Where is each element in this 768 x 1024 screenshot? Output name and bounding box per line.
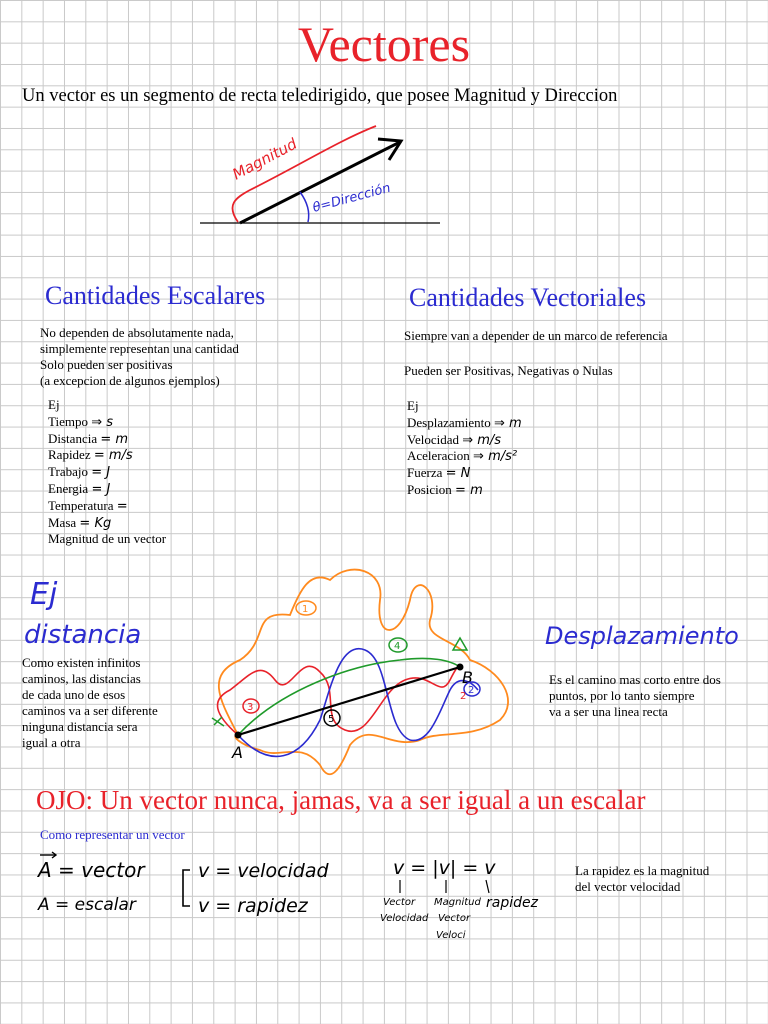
label-veloci: Veloci bbox=[436, 930, 466, 941]
list-item: Posicion = m bbox=[407, 481, 483, 498]
v-speed: v = rapidez bbox=[198, 895, 308, 917]
list-item: Velocidad ⇒ m/s bbox=[407, 431, 502, 448]
list-item: Ej bbox=[48, 397, 60, 412]
distance-text-line: Como existen infinitos bbox=[22, 655, 141, 670]
marker-6 bbox=[460, 691, 466, 702]
displacement-text-line: puntos, por lo tanto siempre bbox=[549, 688, 695, 703]
speed-equation: v = |v| = v bbox=[393, 857, 496, 879]
marker-4 bbox=[389, 638, 407, 652]
scalar-desc-line: (a excepcion de algunos ejemplos) bbox=[40, 373, 220, 388]
arrow-down-3 bbox=[486, 880, 489, 893]
velocity-bracket bbox=[183, 870, 190, 906]
label-vector-2: Vector bbox=[438, 913, 471, 924]
list-item: Magnitud de un vector bbox=[48, 531, 167, 547]
list-item: Energia = J bbox=[48, 480, 111, 497]
scalar-desc-line: simplemente representan una cantidad bbox=[40, 341, 239, 356]
marker-6-label: 2 bbox=[460, 691, 467, 702]
label-magnitud: Magnitud bbox=[434, 897, 481, 908]
a-vector: A = vector bbox=[38, 858, 145, 882]
representation-heading: Como representar un vector bbox=[40, 827, 185, 842]
vector-heading: Cantidades Vectoriales bbox=[409, 283, 647, 312]
list-item: Desplazamiento ⇒ m bbox=[407, 414, 522, 431]
list-item: Ej bbox=[407, 398, 419, 413]
displacement-line bbox=[238, 667, 460, 735]
marker-4-label: 4 bbox=[394, 641, 401, 652]
green-path bbox=[238, 658, 460, 735]
magnitude-label: Magnitud bbox=[229, 134, 300, 184]
marker-5-label: 5 bbox=[328, 714, 335, 725]
intro-text: Un vector es un segmento de recta teledirigido, que posee Magnitud y Direccion bbox=[22, 86, 618, 106]
point-b-label: B bbox=[462, 668, 473, 687]
ojo-warning: OJO: Un vector nunca, jamas, va a ser igual a un escalar bbox=[36, 785, 646, 815]
list-item: Fuerza = N bbox=[407, 465, 471, 482]
point-a-label: A bbox=[232, 743, 243, 762]
v-velocity: v = velocidad bbox=[198, 860, 329, 882]
distance-text-line: caminos, las distancias bbox=[22, 671, 141, 686]
scalar-description bbox=[40, 325, 239, 389]
speed-note-line: del vector velocidad bbox=[575, 879, 681, 894]
marker-3 bbox=[243, 699, 259, 713]
label-vector: Vector bbox=[383, 897, 416, 908]
vector-description-2: Pueden ser Positivas, Negativas o Nulas bbox=[404, 363, 613, 378]
marker-1 bbox=[296, 601, 316, 615]
list-item: Masa = Kg bbox=[48, 514, 112, 531]
blue-path bbox=[238, 649, 478, 757]
point-a-dot bbox=[235, 732, 242, 739]
marker-1-label: 1 bbox=[302, 604, 309, 615]
list-item: Temperatura = bbox=[48, 497, 128, 514]
speed-note-line: La rapidez es la magnitud bbox=[575, 863, 710, 878]
distance-heading: distancia bbox=[24, 620, 142, 650]
distance-text-line: igual a otra bbox=[22, 735, 81, 750]
label-velocidad: Velocidad bbox=[380, 913, 429, 924]
direction-arc bbox=[300, 192, 309, 222]
marker-2-label: 2 bbox=[468, 685, 475, 696]
list-item: Distancia = m bbox=[48, 430, 129, 447]
displacement-text-line: va a ser una linea recta bbox=[549, 704, 668, 719]
vector-description-1: Siempre van a depender de un marco de referencia bbox=[404, 328, 668, 343]
speed-note bbox=[575, 863, 709, 895]
label-rapidez: rapidez bbox=[486, 895, 538, 911]
displacement-text-line: Es el camino mas corto entre dos bbox=[549, 672, 721, 687]
distance-text-line: de cada uno de esos bbox=[22, 687, 126, 702]
displacement-text bbox=[549, 672, 721, 720]
direction-label: θ=Dirección bbox=[311, 180, 393, 216]
displacement-heading: Desplazamiento bbox=[545, 622, 739, 650]
a-scalar: A = escalar bbox=[38, 895, 136, 915]
vector-arrowhead bbox=[378, 139, 401, 160]
page-title: Vectores bbox=[297, 16, 471, 72]
list-item: Rapidez = m/s bbox=[48, 447, 133, 464]
list-item: Tiempo ⇒ s bbox=[48, 413, 114, 430]
distance-text-line: ninguna distancia sera bbox=[22, 719, 138, 734]
vector-examples bbox=[407, 398, 522, 499]
distance-text bbox=[22, 655, 158, 751]
scalar-desc-line: No dependen de absolutamente nada, bbox=[40, 325, 234, 340]
distance-text-line: caminos va a ser diferente bbox=[22, 703, 158, 718]
scalar-heading: Cantidades Escalares bbox=[45, 281, 266, 310]
list-item: Aceleracion ⇒ m/s² bbox=[407, 448, 518, 465]
list-item: Trabajo = J bbox=[48, 464, 111, 481]
marker-3-label: 3 bbox=[247, 702, 254, 713]
distance-ej-label: Ej bbox=[30, 577, 58, 612]
scalar-desc-line: Solo pueden ser positivas bbox=[40, 357, 173, 372]
scalar-examples bbox=[48, 397, 166, 548]
